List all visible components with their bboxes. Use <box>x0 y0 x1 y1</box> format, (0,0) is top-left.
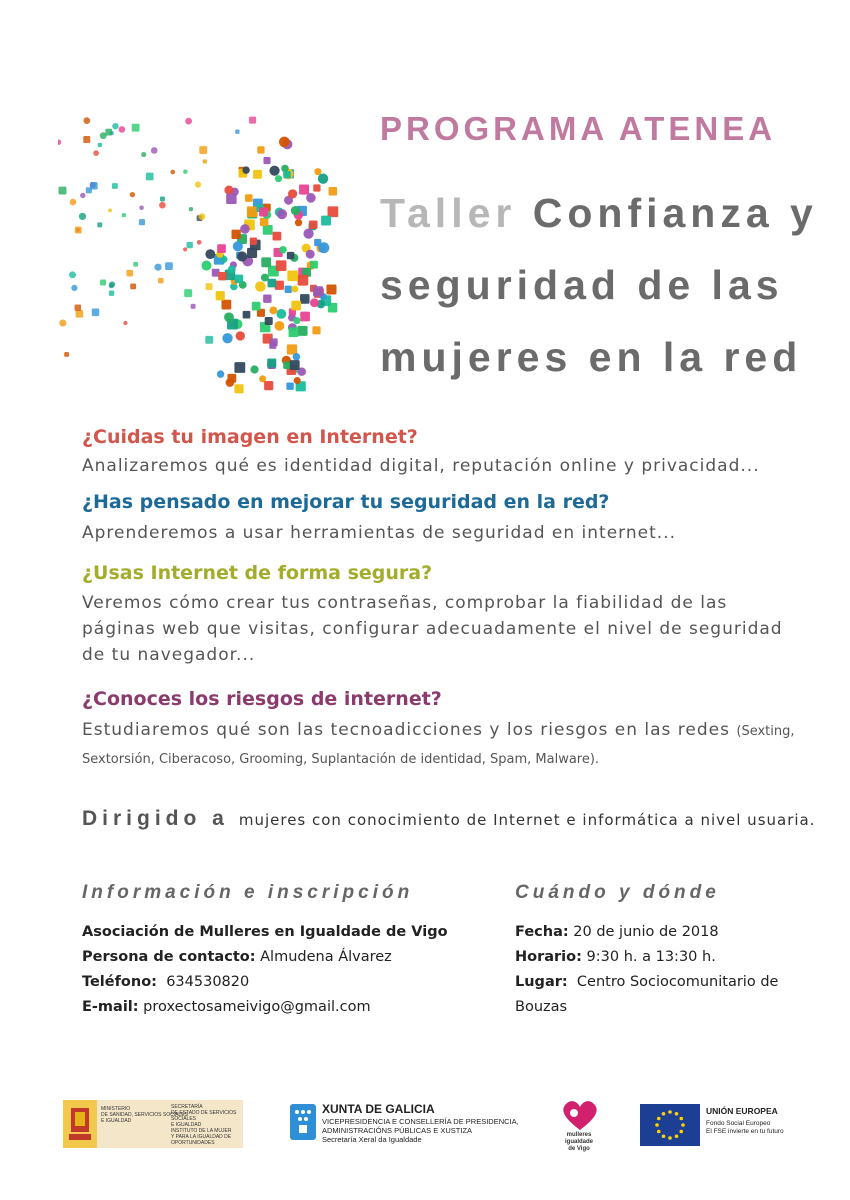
eu-title: UNIÓN EUROPEA <box>706 1106 778 1116</box>
xunta-logo <box>290 1100 530 1148</box>
app-icon <box>253 170 262 179</box>
ministry-line-2: DE SANIDAD, SERVICIOS SOCIALES <box>101 1112 188 1118</box>
app-icon <box>321 216 331 226</box>
mulleres-igualdade-logo <box>548 1098 610 1154</box>
app-icon <box>297 326 307 336</box>
app-icon <box>112 123 118 129</box>
app-icon <box>310 298 319 307</box>
taller-word: Taller <box>380 190 517 236</box>
app-icon <box>303 228 313 238</box>
app-icon <box>235 130 239 134</box>
eu-star <box>679 1130 683 1134</box>
phone-value: 634530820 <box>166 974 250 990</box>
app-icon <box>329 187 338 196</box>
app-icon <box>314 168 321 175</box>
answer-2: Aprenderemos a usar herramientas de seguridad en internet... <box>82 523 676 543</box>
app-icon <box>300 294 310 304</box>
app-icon <box>79 213 86 220</box>
app-icon <box>139 205 144 210</box>
app-icon <box>199 213 206 220</box>
audience-text: mujeres con conocimiento de Internet e informática a nivel usuaria. <box>238 811 816 829</box>
app-icon <box>313 286 323 296</box>
app-icon <box>158 278 164 284</box>
app-icon <box>203 159 207 163</box>
app-icon <box>286 382 293 389</box>
app-icon <box>259 207 268 216</box>
instituto-line-1: INSTITUTO DE LA MUJER <box>171 1128 232 1134</box>
eu-star <box>662 1112 666 1116</box>
app-icon <box>252 302 261 311</box>
app-icon <box>291 206 300 215</box>
app-icon <box>250 237 257 244</box>
app-icon <box>283 171 290 178</box>
app-icon <box>184 289 192 297</box>
time-value: 9:30 h. a 13:30 h. <box>586 949 716 965</box>
answer-1: Analizaremos qué es identidad digital, reputación online y privacidad... <box>82 456 760 476</box>
app-icon <box>154 264 161 271</box>
xunta-line-2: ADMINISTRACIÓNS PÚBLICAS E XUSTIZA <box>322 1126 473 1135</box>
time-label: Horario: <box>515 949 582 965</box>
app-icon <box>221 300 231 310</box>
email-label: E-mail: <box>82 999 139 1015</box>
app-icon <box>100 280 106 286</box>
app-icon <box>234 362 245 373</box>
app-icon <box>293 353 301 361</box>
app-icon <box>205 336 213 344</box>
mulleres-line-1: mulleres <box>566 1132 592 1138</box>
mulleres-line-2: igualdade <box>564 1139 593 1145</box>
answer-3: Veremos cómo crear tus contraseñas, comprobar la fiabilidad de las páginas web que visitas, configurar adecuadamente el nivel de seguridad de tu navegador... <box>82 593 783 665</box>
app-icon <box>201 260 211 270</box>
question-2: ¿Has pensado en mejorar tu seguridad en la red? <box>82 491 610 513</box>
eu-star <box>668 1110 672 1114</box>
app-icon <box>97 222 102 227</box>
date-label: Fecha: <box>515 924 569 940</box>
app-icon <box>263 157 270 164</box>
app-icon <box>242 166 249 173</box>
organization: Asociación de Mulleres en Igualdade de Vigo <box>82 924 448 940</box>
app-icon <box>309 220 318 229</box>
app-icon <box>285 286 292 293</box>
eu-star <box>657 1130 661 1134</box>
app-icon <box>146 173 154 181</box>
app-icon <box>218 272 226 280</box>
app-icon <box>71 285 77 291</box>
app-icon <box>247 248 257 258</box>
contact-value: Almudena Álvarez <box>260 949 392 965</box>
question-1: ¿Cuidas tu imagen en Internet? <box>82 426 418 448</box>
app-icon <box>224 186 233 195</box>
app-icon <box>64 352 69 357</box>
app-icon <box>183 169 188 174</box>
app-icon <box>216 291 225 300</box>
app-icon <box>189 207 193 211</box>
app-icon <box>263 295 271 303</box>
app-icon <box>206 283 213 290</box>
app-icon <box>151 147 158 154</box>
app-icon <box>90 182 97 189</box>
app-icon <box>261 257 271 267</box>
date-value: 20 de junio de 2018 <box>573 924 719 940</box>
app-icon <box>240 224 250 234</box>
app-icon <box>318 173 328 183</box>
app-icon <box>83 117 90 124</box>
app-icon <box>328 206 339 217</box>
app-icon <box>275 175 282 182</box>
secretaria-line-1: SECRETARÍA <box>171 1104 203 1110</box>
app-icon <box>277 209 287 219</box>
eu-star <box>675 1134 679 1138</box>
when-block <box>515 920 778 1020</box>
app-icon <box>170 170 175 175</box>
app-icon <box>183 247 187 251</box>
app-icon <box>291 286 298 293</box>
when-heading: Cuándo y dónde <box>515 882 720 903</box>
question-4: ¿Conoces los riesgos de internet? <box>82 688 442 710</box>
xunta-title: XUNTA DE GALICIA <box>322 1102 435 1116</box>
app-icon <box>263 225 273 235</box>
app-icon <box>59 319 66 326</box>
eu-line-2: El FSE invierte en tu futuro <box>706 1128 784 1135</box>
app-icon <box>269 166 279 176</box>
program-title: PROGRAMA ATENEA <box>380 110 777 147</box>
app-icon <box>123 321 127 325</box>
app-icon <box>288 189 297 198</box>
app-icon <box>83 136 90 143</box>
app-icon <box>293 317 300 324</box>
app-icon <box>105 129 112 136</box>
app-icon <box>133 262 138 267</box>
app-icon <box>289 327 299 337</box>
app-icon <box>109 290 114 295</box>
eu-star <box>657 1117 661 1121</box>
app-icon <box>160 197 165 202</box>
workshop-title-line1 <box>380 190 818 237</box>
info-heading: Información e inscripción <box>82 882 414 903</box>
app-icon <box>273 232 282 241</box>
app-icon <box>245 194 253 202</box>
app-icon <box>195 181 201 187</box>
app-icon <box>312 326 320 334</box>
app-icon <box>270 338 278 346</box>
app-icon <box>249 117 256 124</box>
app-icon <box>108 208 112 212</box>
app-icon <box>257 146 264 153</box>
place-label: Lugar: <box>515 974 568 990</box>
app-icon <box>226 194 236 204</box>
eu-flag-icon <box>640 1104 700 1146</box>
eu-star <box>681 1123 685 1127</box>
app-icon <box>306 250 315 259</box>
app-icon <box>126 270 133 277</box>
workshop-title-line3: mujeres en la red <box>380 334 803 380</box>
eu-star <box>662 1134 666 1138</box>
app-icon <box>283 362 290 369</box>
answer-4-main: Estudiaremos qué son las tecnoadicciones y los riesgos en las redes <box>82 720 730 740</box>
app-icon <box>255 281 265 291</box>
app-icon <box>269 306 277 314</box>
app-icon <box>132 124 140 132</box>
eu-star <box>668 1136 672 1140</box>
app-icon <box>112 183 118 189</box>
place-value: Centro Sociocomunitario de <box>576 974 779 990</box>
app-icon <box>130 283 136 289</box>
app-icon <box>185 118 192 125</box>
app-icon <box>290 360 300 370</box>
app-icon <box>234 384 243 393</box>
app-icon <box>222 333 232 343</box>
app-icon <box>279 137 290 148</box>
app-icon <box>250 365 258 373</box>
app-icon <box>76 310 84 318</box>
app-icon <box>313 184 320 191</box>
app-icon <box>275 281 284 290</box>
app-icon <box>260 218 268 226</box>
app-icon <box>275 321 285 331</box>
app-icon <box>59 187 67 195</box>
app-icon <box>187 242 193 248</box>
app-icon <box>267 358 276 367</box>
app-icon <box>287 344 297 354</box>
question-3: ¿Usas Internet de forma segura? <box>82 562 433 584</box>
mulleres-line-3: de Vigo <box>568 1146 590 1152</box>
app-icon <box>159 202 166 209</box>
eu-star <box>679 1117 683 1121</box>
ministry-logo <box>63 1100 243 1148</box>
app-icon <box>300 312 310 322</box>
app-icon <box>109 281 115 287</box>
app-icon <box>139 219 145 225</box>
app-icon <box>80 193 85 198</box>
instituto-line-2: Y PARA LA IGUALDAD DE OPORTUNIDADES <box>171 1134 232 1146</box>
secretaria-line-3: E IGUALDAD <box>171 1122 202 1128</box>
app-icon <box>69 271 76 278</box>
app-icon <box>237 251 247 261</box>
app-icon <box>287 252 294 259</box>
secretaria-line-2: DE ESTADO DE SERVICIOS SOCIALES <box>171 1110 237 1122</box>
phone-label: Teléfono: <box>82 974 157 990</box>
heart-icon <box>560 1098 600 1132</box>
app-icon <box>310 261 318 269</box>
app-icon <box>224 312 234 322</box>
app-icon <box>197 240 202 245</box>
app-icon <box>236 331 245 340</box>
app-icon <box>93 150 99 156</box>
email-value: proxectosameivigo@gmail.com <box>143 999 371 1015</box>
head-icon-collage <box>58 95 358 395</box>
app-icon <box>191 304 196 309</box>
app-icon <box>326 285 336 295</box>
app-icon <box>122 213 126 217</box>
app-icon <box>318 242 329 253</box>
app-icon <box>141 152 146 157</box>
info-block <box>82 920 448 1020</box>
app-icon <box>58 139 61 144</box>
app-icon <box>294 377 301 384</box>
contact-label: Persona de contacto: <box>82 949 256 965</box>
answer-4-examples: (Sexting, Sextorsión, Ciberacoso, Grooming, Suplantación de identidad, Spam, Malware). <box>82 724 795 767</box>
eu-logo <box>640 1102 790 1148</box>
place-value-line2: Bouzas <box>515 999 568 1015</box>
app-icon <box>98 143 102 147</box>
eu-star <box>675 1112 679 1116</box>
app-icon <box>264 381 273 390</box>
app-icon <box>205 249 215 259</box>
app-icon <box>70 199 77 206</box>
app-icon <box>298 275 309 286</box>
app-icon <box>235 275 244 284</box>
app-icon <box>276 309 286 319</box>
audience <box>82 807 816 831</box>
app-icon <box>247 206 258 217</box>
app-icon <box>243 311 251 319</box>
app-icon <box>165 262 173 270</box>
eu-star <box>655 1123 659 1127</box>
app-icon <box>75 304 81 310</box>
app-icon <box>130 192 135 197</box>
app-icon <box>217 370 224 377</box>
app-icon <box>119 126 126 133</box>
app-icon <box>92 309 100 317</box>
audience-label: Dirigido a <box>82 807 229 830</box>
app-icon <box>227 374 236 383</box>
app-icon <box>268 279 277 288</box>
app-icon <box>295 219 302 226</box>
app-icon <box>233 241 243 251</box>
workshop-title-line2: seguridad de las <box>380 262 784 308</box>
galicia-shield-icon <box>290 1104 316 1140</box>
app-icon <box>265 317 273 325</box>
app-icon <box>279 246 287 254</box>
app-icon <box>261 274 269 282</box>
app-icon <box>276 260 287 271</box>
title-line1-text: Confianza y <box>532 190 818 236</box>
app-icon <box>287 271 298 282</box>
xunta-line-1: VICEPRESIDENCIA E CONSELLERÍA DE PRESIDENCIA, <box>322 1117 519 1126</box>
xunta-line-3: Secretaría Xeral da Igualdade <box>322 1135 422 1144</box>
ministry-line-1: MINISTERIO <box>101 1106 131 1112</box>
ministry-line-3: E IGUALDAD <box>101 1118 132 1124</box>
eu-line-1: Fondo Social Europeo <box>706 1120 771 1127</box>
app-icon <box>228 265 236 273</box>
app-icon <box>217 244 226 253</box>
app-icon <box>231 230 240 239</box>
app-icon <box>75 227 82 234</box>
app-icon <box>199 146 207 154</box>
answer-4 <box>82 717 802 773</box>
app-icon <box>299 185 309 195</box>
app-icon <box>291 301 301 311</box>
